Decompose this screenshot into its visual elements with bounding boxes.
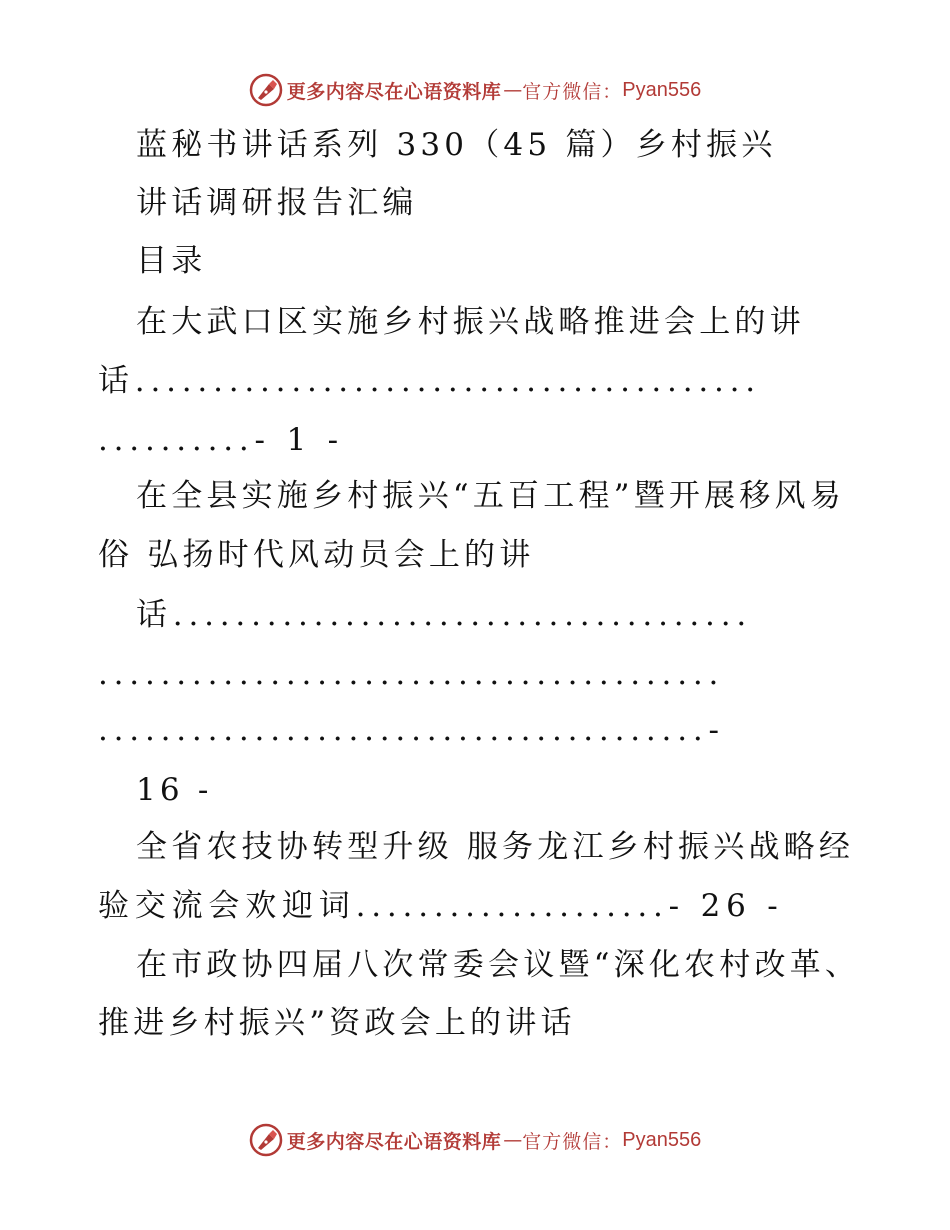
- toc-entry-2-line5: .......................................-: [98, 712, 725, 748]
- toc-entry-1-line2: 话........................................: [98, 363, 761, 399]
- toc-entry-1-line3: ..........- 1 -: [98, 422, 344, 458]
- banner-dash: —: [503, 1129, 521, 1151]
- banner-text: 更多内容尽在心语资料库: [286, 80, 502, 103]
- banner-wechat-label: 官方微信：: [522, 1130, 623, 1153]
- pen-nib-logo-icon: [249, 1123, 283, 1157]
- banner-wechat-id: Pyan556: [622, 1128, 702, 1151]
- toc-entry-3-line2: 验交流会欢迎词....................- 26 -: [98, 888, 784, 924]
- document-title-line2: 讲话调研报告汇编: [136, 185, 418, 221]
- toc-entry-2-line6: 16 -: [136, 772, 213, 808]
- header-banner: [0, 72, 950, 108]
- banner-text: 更多内容尽在心语资料库: [286, 1130, 502, 1153]
- banner-dash: —: [503, 79, 521, 101]
- toc-entry-3-line1: 全省农技协转型升级 服务龙江乡村振兴战略经: [136, 829, 855, 865]
- banner-wechat-label: 官方微信：: [522, 80, 623, 103]
- toc-entry-2-line3: 话.....................................: [136, 597, 752, 633]
- toc-entry-1-line1: 在大武口区实施乡村振兴战略推进会上的讲: [136, 304, 805, 340]
- toc-entry-2-line4: ........................................: [98, 656, 725, 692]
- banner-wechat-id: Pyan556: [622, 78, 702, 101]
- footer-banner: [0, 1122, 950, 1158]
- toc-entry-2-line2: 俗 弘扬时代风动员会上的讲: [98, 537, 535, 573]
- toc-entry-2-line1: 在全县实施乡村振兴“五百工程”暨开展移风易: [136, 478, 845, 514]
- toc-entry-4-line1: 在市政协四届八次常委会议暨“深化农村改革、: [136, 947, 861, 983]
- toc-entry-4-line2: 推进乡村振兴”资政会上的讲话: [98, 1005, 576, 1041]
- pen-nib-logo-icon: [249, 73, 283, 107]
- document-title-line1: 蓝秘书讲话系列 330（45 篇）乡村振兴: [136, 127, 777, 163]
- toc-heading: 目录: [136, 243, 207, 279]
